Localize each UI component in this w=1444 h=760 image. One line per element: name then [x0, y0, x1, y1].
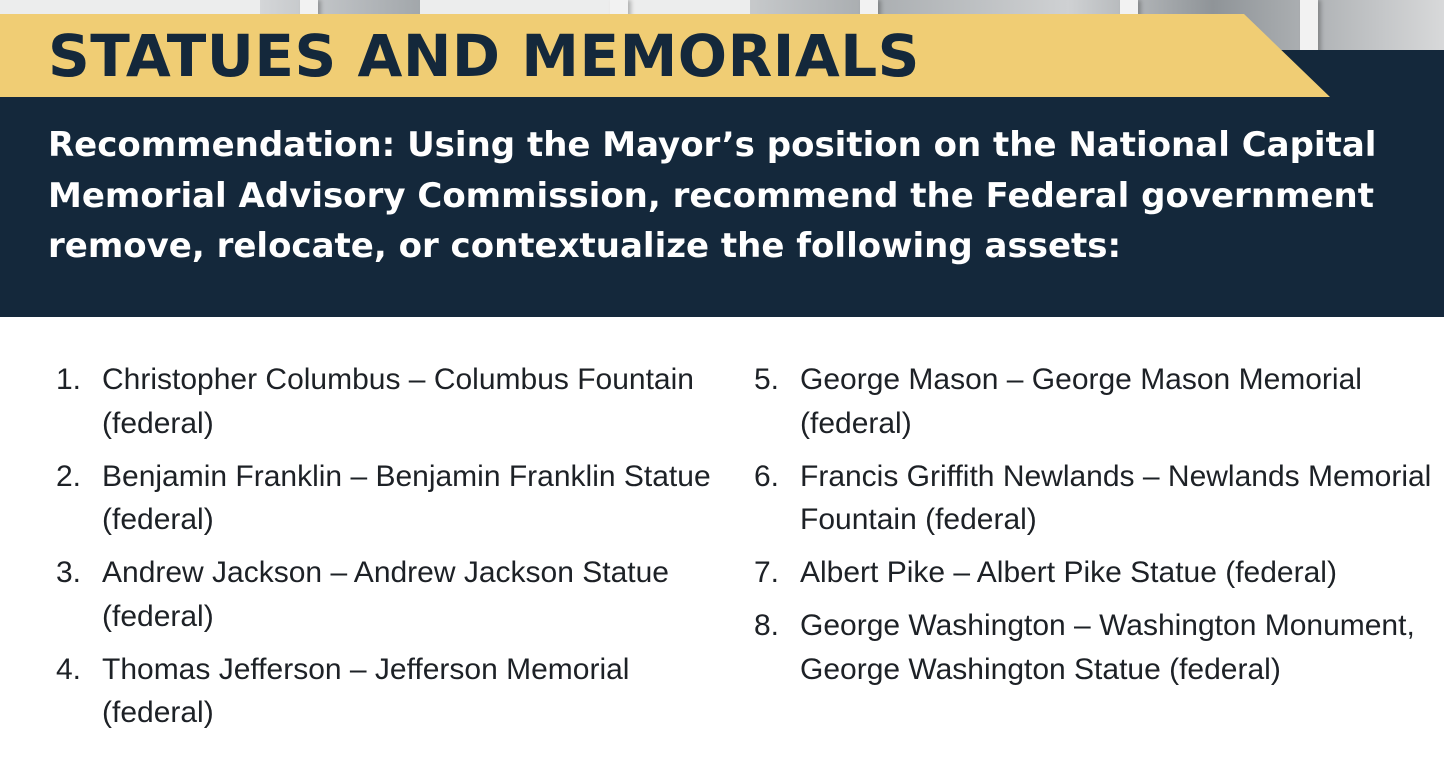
recommendation-text — [48, 120, 1388, 272]
photo-stone-block — [0, 0, 260, 14]
asset-list-left — [56, 358, 716, 744]
list-item-text: Francis Griffith Newlands – Newlands Memorial Fountain (federal) — [800, 459, 1432, 536]
list-item-number: 1. — [56, 363, 82, 396]
list-item — [754, 455, 1434, 542]
recommendation-label: Recommendation: — [48, 125, 396, 165]
list-item-text: Benjamin Franklin – Benjamin Franklin Statue (federal) — [102, 459, 711, 536]
list-item-number: 3. — [56, 556, 82, 589]
list-item-number: 5. — [754, 363, 780, 396]
list-item — [754, 604, 1434, 691]
list-item — [56, 648, 716, 735]
list-item-text: Christopher Columbus – Columbus Fountain (federal) — [102, 363, 694, 440]
list-item-text: George Mason – George Mason Memorial (federal) — [800, 363, 1362, 440]
list-item-number: 4. — [56, 652, 82, 686]
recommendation-body: Using the Mayor’s position on the National Capital Memorial Advisory Commission, recommend the Federal government remove, relocate, or contextualize the following assets: — [48, 125, 1377, 266]
list-item-number: 7. — [754, 556, 780, 589]
list-item — [56, 455, 716, 542]
list-item — [754, 358, 1434, 445]
list-item — [56, 358, 716, 445]
list-item-text: Thomas Jefferson – Jefferson Memorial (federal) — [102, 652, 630, 729]
list-item-text: Andrew Jackson – Andrew Jackson Statue (federal) — [102, 556, 669, 633]
photo-stone-block — [420, 0, 750, 14]
list-item-text: Albert Pike – Albert Pike Statue (federal) — [800, 556, 1337, 589]
list-item-number: 2. — [56, 459, 82, 493]
list-item-number: 8. — [754, 609, 780, 642]
list-item — [754, 551, 1434, 595]
list-item — [56, 551, 716, 638]
list-item-number: 6. — [754, 459, 780, 493]
page-title: STATUES AND MEMORIALS — [48, 22, 920, 90]
list-item-text: George Washington – Washington Monument, George Washington Statue (federal) — [800, 609, 1415, 686]
asset-list-right — [754, 358, 1434, 701]
